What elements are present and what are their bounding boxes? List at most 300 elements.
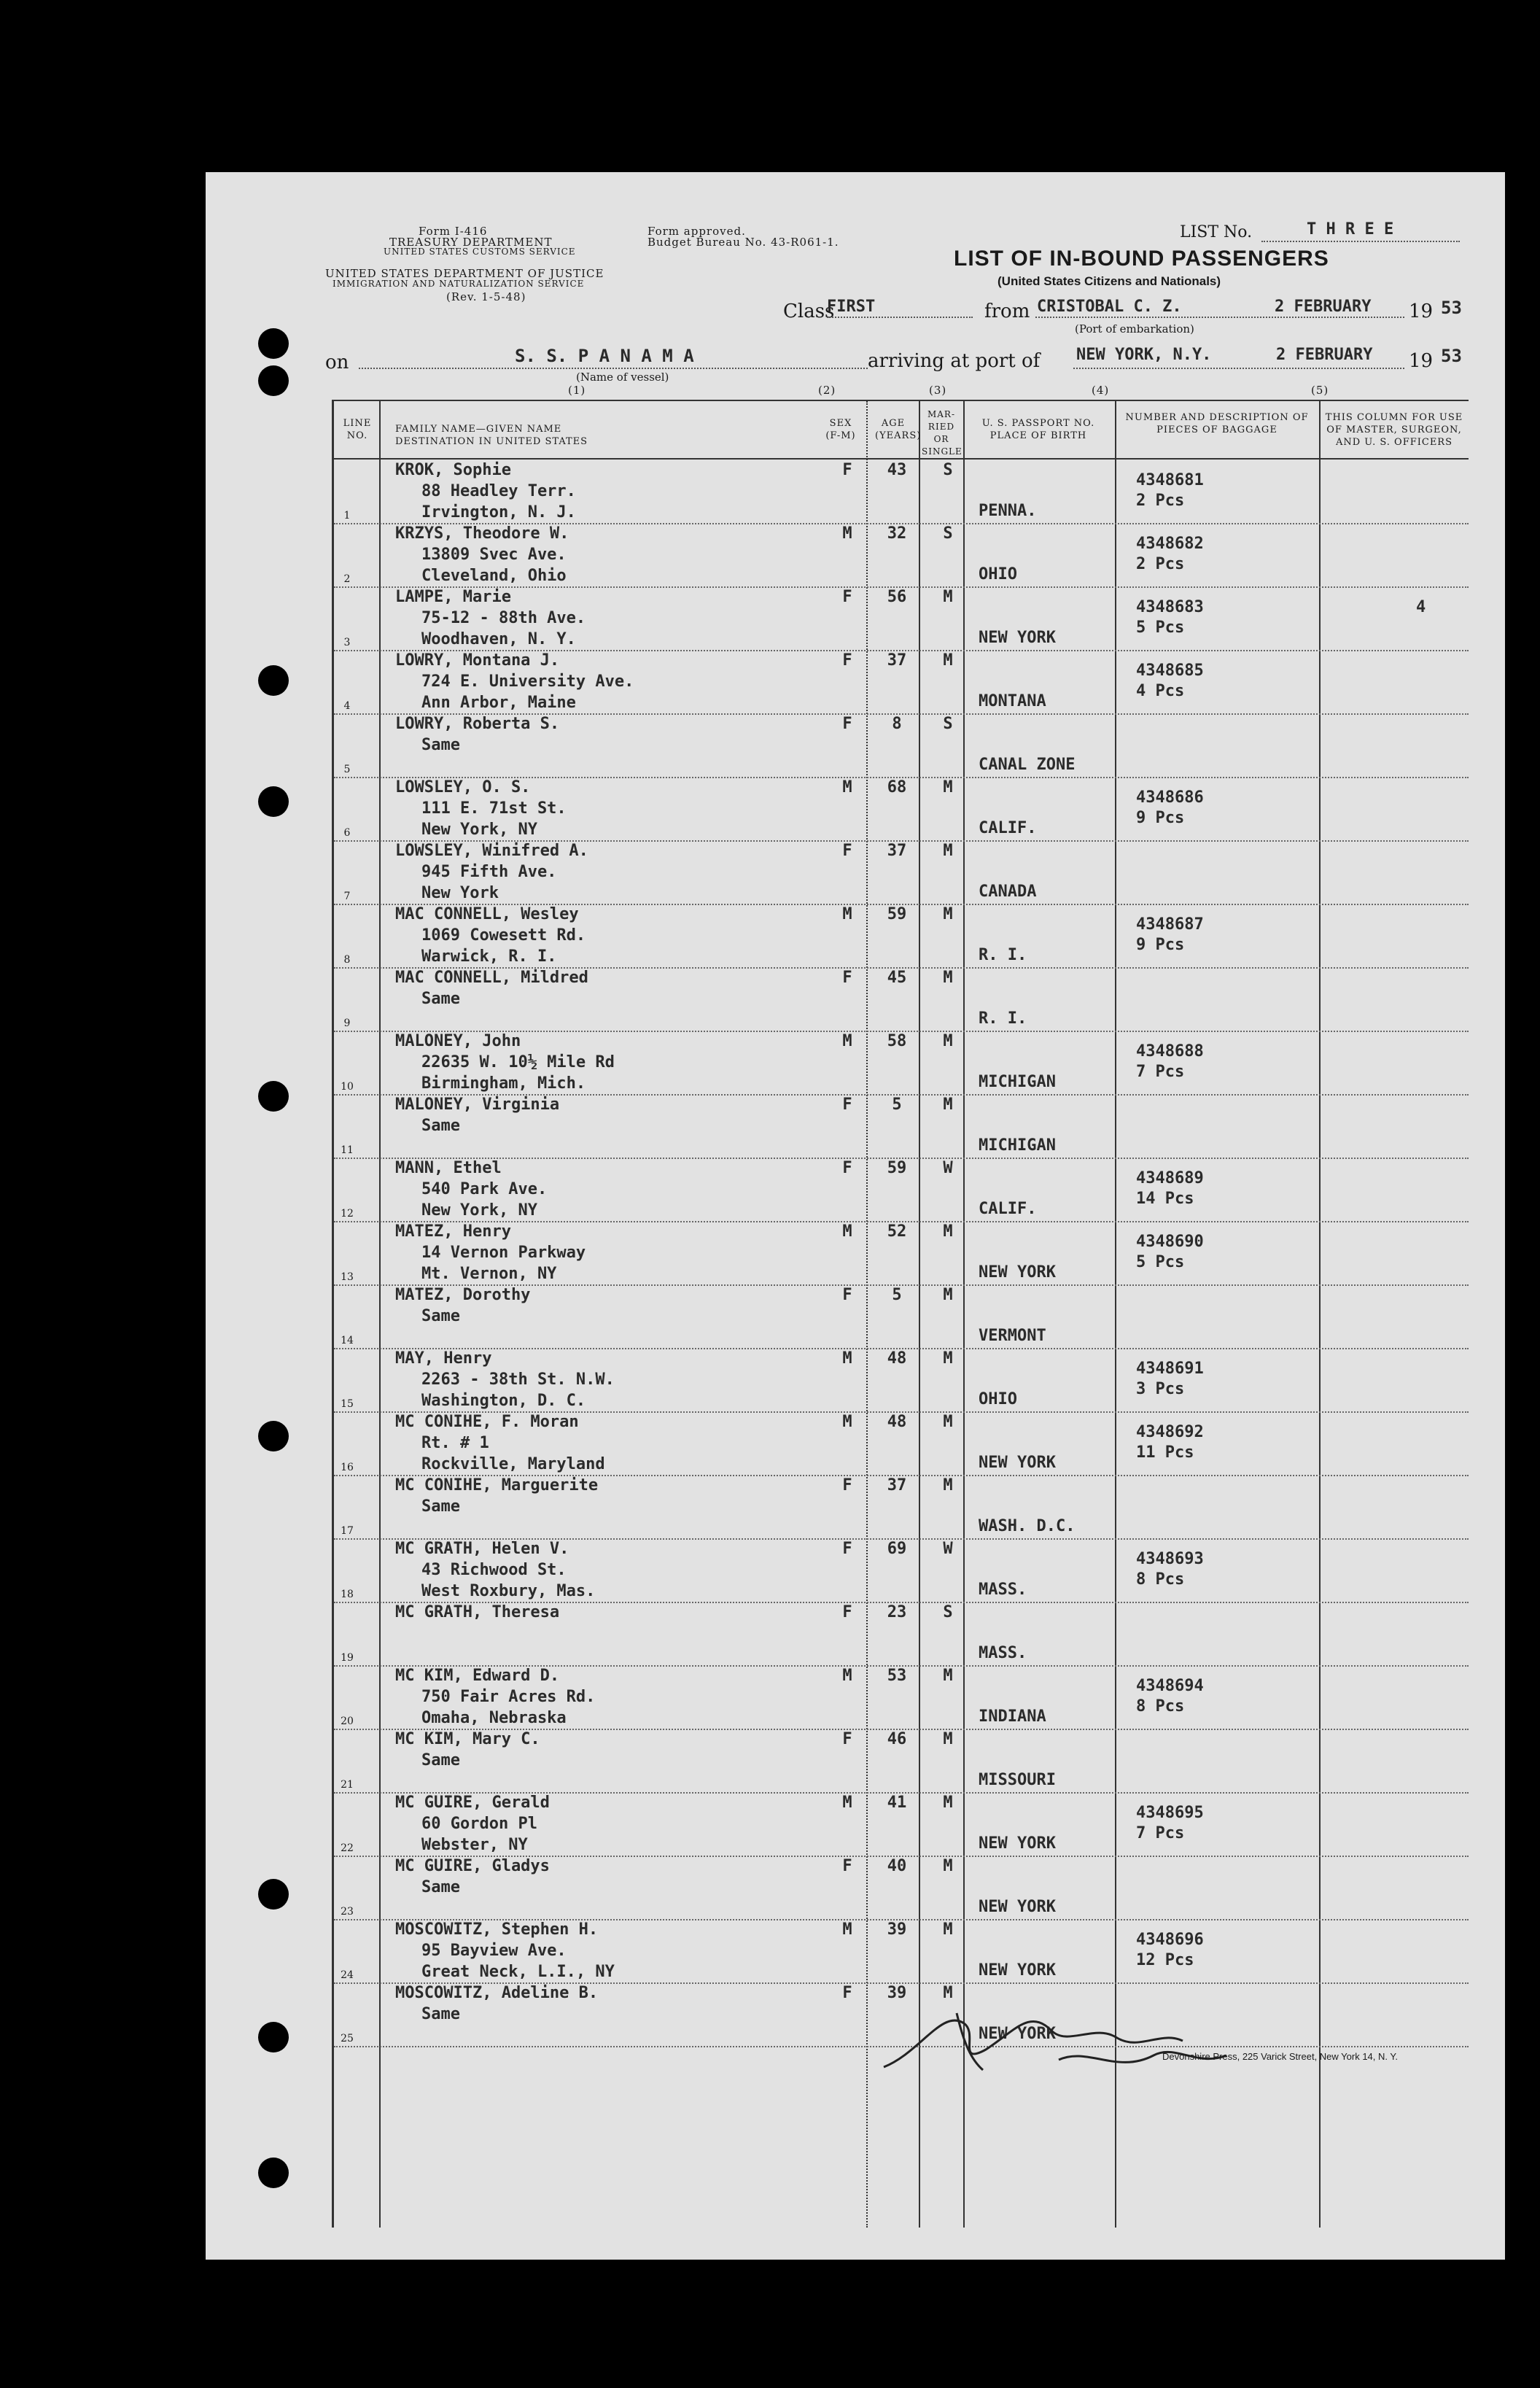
col-num-1: (1) [568,384,586,397]
passenger-name: MAC CONNELL, Mildred [395,969,588,987]
punch-hole [258,1879,289,1910]
passenger-name: KROK, Sophie [395,461,511,479]
address-line-1: 22635 W. 10½ Mile Rd [421,1053,615,1071]
customs-label: UNITED STATES CUSTOMS SERVICE [384,247,576,257]
baggage-number: 4348692 [1136,1423,1204,1441]
line-number: 10 [341,1081,354,1093]
place-of-birth: CANAL ZONE [979,756,1076,774]
sex: F [842,842,852,860]
table-row [334,523,1469,588]
age: 23 [887,1603,907,1621]
sex: M [842,1032,852,1050]
place-of-birth: CALIF. [979,1200,1037,1218]
line-number: 20 [341,1716,354,1727]
class-label: Class [783,301,835,322]
marital-status: M [943,1032,953,1050]
baggage-number: 4348690 [1136,1233,1204,1251]
header-officers: THIS COLUMN FOR USE OF MASTER, SURGEON, AND U. S. OFFICERS [1325,412,1463,448]
passenger-name: MANN, Ethel [395,1159,502,1177]
baggage-number: 4348694 [1136,1677,1204,1695]
age: 58 [887,1032,907,1050]
table-row [334,1094,1469,1159]
address-line-1: 750 Fair Acres Rd. [421,1688,596,1706]
sex: F [842,969,852,987]
passenger-name: LOWSLEY, Winifred A. [395,842,588,860]
age: 8 [892,715,902,733]
address-line-2: West Roxbury, Mas. [421,1582,596,1600]
page-subtitle: (United States Citizens and Nationals) [998,274,1221,288]
sex: F [842,1603,852,1621]
line-number: 5 [343,764,351,775]
baggage-number: 4348695 [1136,1804,1204,1822]
line-number: 21 [341,1779,354,1791]
passenger-name: KRZYS, Theodore W. [395,524,569,543]
place-of-birth: VERMONT [979,1327,1046,1345]
address-line-1: Rt. # 1 [421,1434,489,1452]
list-no-label: LIST No. [1180,223,1253,241]
sex: M [842,1349,852,1368]
table-row [334,586,1469,651]
passenger-name: MALONEY, John [395,1032,521,1050]
baggage-pieces: 12 Pcs [1136,1951,1194,1969]
punch-hole [258,2022,289,2052]
age: 45 [887,969,907,987]
address-line-2: Rockville, Maryland [421,1455,605,1473]
marital-status: M [943,778,953,796]
col-num-3: (3) [929,384,947,397]
age: 59 [887,1159,907,1177]
marital-status: M [943,1476,953,1495]
marital-status: M [943,588,953,606]
table-row [334,967,1469,1032]
line-number: 9 [343,1017,351,1029]
baggage-number: 4348682 [1136,535,1204,553]
age: 69 [887,1540,907,1558]
address-line-2: Irvington, N. J. [421,503,576,522]
age: 48 [887,1349,907,1368]
baggage-pieces: 14 Pcs [1136,1190,1194,1208]
line-number: 8 [343,954,351,966]
address-line-1: 111 E. 71st St. [421,799,567,818]
line-number: 19 [341,1652,354,1664]
baggage-pieces: 4 Pcs [1136,682,1185,700]
budget-label: Budget Bureau No. 43-R061-1. [648,236,839,249]
place-of-birth: MASS. [979,1581,1027,1599]
age: 41 [887,1794,907,1812]
address-line-1: 945 Fifth Ave. [421,863,557,881]
address-line-1: Same [421,990,460,1008]
table-row [334,1158,1469,1222]
baggage-number: 4348688 [1136,1042,1204,1061]
marital-status: M [943,1286,953,1304]
place-of-birth: PENNA. [979,502,1037,520]
address-line-1: 88 Headley Terr. [421,482,576,500]
line-number: 22 [341,1842,354,1854]
col-num-5: (5) [1311,384,1329,397]
place-of-birth: NEW YORK [979,2025,1056,2043]
place-of-birth: NEW YORK [979,1961,1056,1980]
arrival-year: 53 [1441,346,1462,366]
passenger-name: MC GUIRE, Gladys [395,1857,550,1875]
class-value: FIRST [827,298,876,316]
line-number: 2 [343,573,351,585]
table-row [334,777,1469,842]
embark-year-prefix: 19 [1409,301,1434,322]
baggage-number: 4348687 [1136,915,1204,934]
arrival-date: 2 FEBRUARY [1276,346,1373,364]
table-row [334,713,1469,778]
col-num-4: (4) [1092,384,1110,397]
class-line [827,317,973,318]
sex: M [842,1667,852,1685]
address-line-2: Washington, D. C. [421,1392,586,1410]
line-number: 4 [343,700,351,712]
table-row [334,1348,1469,1413]
marital-status: M [943,1730,953,1748]
address-line-2: Omaha, Nebraska [421,1709,567,1727]
sex: F [842,715,852,733]
place-of-birth: NEW YORK [979,1263,1056,1282]
page-title: LIST OF IN-BOUND PASSENGERS [954,247,1329,271]
arrival-line [1073,368,1404,369]
passenger-name: LAMPE, Marie [395,588,511,606]
sex: F [842,1540,852,1558]
address-line-1: 95 Bayview Ave. [421,1942,567,1960]
place-of-birth: NEW YORK [979,1898,1056,1916]
table-row [334,1665,1469,1730]
address-line-1: Same [421,1751,460,1769]
address-line-1: 13809 Svec Ave. [421,546,567,564]
officer-signature [876,1980,1285,2096]
marital-status: S [943,461,953,479]
place-of-birth: CALIF. [979,819,1037,837]
sex: M [842,1222,852,1241]
justice-label: UNITED STATES DEPARTMENT OF JUSTICE [325,267,604,280]
marital-status: S [943,524,953,543]
header-passport: U. S. PASSPORT NO. PLACE OF BIRTH [981,418,1095,441]
age: 32 [887,524,907,543]
address-line-2: Webster, NY [421,1836,528,1854]
marital-status: S [943,1603,953,1621]
sex: F [842,1159,852,1177]
sex: M [842,778,852,796]
sex: F [842,1476,852,1495]
sex: F [842,1984,852,2002]
passenger-name: MC GRATH, Theresa [395,1603,560,1621]
place-of-birth: MONTANA [979,692,1046,710]
baggage-number: 4348686 [1136,788,1204,807]
address-line-2: Woodhaven, N. Y. [421,630,576,648]
passenger-name: MC KIM, Edward D. [395,1667,560,1685]
baggage-pieces: 11 Pcs [1136,1443,1194,1462]
embark-year: 53 [1441,298,1462,318]
place-of-birth: CANADA [979,883,1037,901]
address-line-1: Same [421,736,460,754]
marital-status: M [943,1984,953,2002]
age: 43 [887,461,907,479]
baggage-number: 4348691 [1136,1360,1204,1378]
address-line-1: 75-12 - 88th Ave. [421,609,586,627]
table-row [334,1538,1469,1603]
table-row [334,1729,1469,1794]
baggage-pieces: 7 Pcs [1136,1063,1185,1081]
address-line-2: New York [421,884,499,902]
sex: M [842,905,852,923]
line-number: 3 [343,637,351,648]
table-row [334,1792,1469,1857]
table-row [334,460,1469,524]
address-line-2: Warwick, R. I. [421,947,557,966]
address-line-2: New York, NY [421,1201,537,1220]
place-of-birth: NEW YORK [979,629,1056,647]
table-row [334,840,1469,905]
punch-hole [258,2158,289,2188]
baggage-pieces: 5 Pcs [1136,1253,1185,1271]
address-line-1: 724 E. University Ave. [421,672,634,691]
place-of-birth: OHIO [979,1390,1017,1408]
passenger-name: MC CONIHE, Marguerite [395,1476,599,1495]
marital-status: M [943,1667,953,1685]
marital-status: W [943,1540,953,1558]
line-number: 16 [341,1462,354,1473]
place-of-birth: R. I. [979,946,1027,964]
line-number: 23 [341,1906,354,1918]
arriving-label: arriving at port of [868,350,1041,372]
line-number: 14 [341,1335,354,1346]
table-row [334,1031,1469,1096]
passenger-name: MC GUIRE, Gerald [395,1794,550,1812]
embark-note: (Port of embarkation) [1075,322,1194,336]
age: 37 [887,842,907,860]
address-line-1: 14 Vernon Parkway [421,1244,586,1262]
punch-hole [258,1421,289,1451]
sex: F [842,588,852,606]
age: 40 [887,1857,907,1875]
baggage-pieces: 9 Pcs [1136,936,1185,954]
place-of-birth: WASH. D.C. [979,1517,1076,1535]
passenger-name: MAY, Henry [395,1349,492,1368]
sex: M [842,1920,852,1939]
marital-status: M [943,1857,953,1875]
sex: M [842,1794,852,1812]
table-row [334,1475,1469,1540]
line-number: 13 [341,1271,354,1283]
address-line-1: 60 Gordon Pl [421,1815,537,1833]
baggage-pieces: 8 Pcs [1136,1570,1185,1589]
line-number: 24 [341,1969,354,1981]
age: 68 [887,778,907,796]
place-of-birth: MICHIGAN [979,1136,1056,1155]
address-line-2: New York, NY [421,821,537,839]
embark-date: 2 FEBRUARY [1275,298,1372,316]
table-row [334,650,1469,715]
marital-status: M [943,842,953,860]
header-line-no: LINE NO. [343,418,372,441]
place-of-birth: MICHIGAN [979,1073,1056,1091]
age: 52 [887,1222,907,1241]
marital-status: M [943,1349,953,1368]
marital-status: M [943,1222,953,1241]
marital-status: M [943,905,953,923]
passenger-name: MC CONIHE, F. Moran [395,1413,579,1431]
address-line-1: Same [421,1497,460,1516]
marital-status: S [943,715,953,733]
baggage-pieces: 9 Pcs [1136,809,1185,827]
on-label: on [325,352,349,373]
line-number: 1 [343,510,351,522]
address-line-1: 1069 Cowesett Rd. [421,926,586,945]
sex: F [842,1857,852,1875]
line-number: 12 [341,1208,354,1220]
baggage-number: 4348696 [1136,1931,1204,1949]
col-num-2: (2) [818,384,836,397]
passenger-name: MATEZ, Dorothy [395,1286,531,1304]
sex: M [842,1413,852,1431]
passenger-name: MAC CONNELL, Wesley [395,905,579,923]
revision-label: (Rev. 1-5-48) [446,290,526,303]
passenger-name: MALONEY, Virginia [395,1096,560,1114]
baggage-pieces: 2 Pcs [1136,492,1185,510]
place-of-birth: MISSOURI [979,1771,1056,1789]
arrival-year-prefix: 19 [1409,350,1434,372]
address-line-2: Birmingham, Mich. [421,1074,586,1093]
table-row [334,904,1469,969]
punch-hole [258,365,289,396]
baggage-pieces: 8 Pcs [1136,1697,1185,1716]
table-row [334,1284,1469,1349]
header-age: AGE (YEARS) [875,418,922,441]
punch-hole [258,786,289,817]
list-no-value: T H R E E [1307,220,1394,239]
baggage-number: 4348685 [1136,662,1204,680]
table-row [334,1221,1469,1286]
table-row [334,1856,1469,1920]
vessel-line [359,368,868,369]
from-label: from [984,301,1030,322]
baggage-pieces: 7 Pcs [1136,1824,1185,1842]
marital-status: M [943,1413,953,1431]
arrival-port: NEW YORK, N.Y. [1076,346,1212,364]
embark-line [1035,317,1404,318]
address-line-1: 2263 - 38th St. N.W. [421,1371,615,1389]
table-row [334,1919,1469,1984]
table-row [334,1411,1469,1476]
line-number: 11 [341,1144,354,1156]
passenger-name: MOSCOWITZ, Stephen H. [395,1920,599,1939]
list-no-line [1261,241,1460,242]
passenger-name: MOSCOWITZ, Adeline B. [395,1984,599,2002]
sex: F [842,1286,852,1304]
marital-status: M [943,1920,953,1939]
passenger-name: LOWSLEY, O. S. [395,778,531,796]
header-name: FAMILY NAME—GIVEN NAME DESTINATION IN UNITED STATES [395,424,588,447]
baggage-pieces: 5 Pcs [1136,619,1185,637]
baggage-number: 4348693 [1136,1550,1204,1568]
age: 39 [887,1984,907,2002]
address-line-1: 43 Richwood St. [421,1561,567,1579]
sex: F [842,1096,852,1114]
line-number: 7 [343,891,351,902]
age: 56 [887,588,907,606]
header-sex: SEX (F-M) [825,418,856,441]
place-of-birth: NEW YORK [979,1834,1056,1853]
vessel-note: (Name of vessel) [576,371,669,384]
age: 39 [887,1920,907,1939]
passenger-name: LOWRY, Roberta S. [395,715,560,733]
place-of-birth: MASS. [979,1644,1027,1662]
place-of-birth: INDIANA [979,1707,1046,1726]
passenger-table [332,400,1469,2228]
marital-status: W [943,1159,953,1177]
age: 59 [887,905,907,923]
printer-imprint: Devonshire Press, 225 Varick Street, New York 14, N. Y. [1162,2051,1398,2062]
passenger-name: MC KIM, Mary C. [395,1730,540,1748]
place-of-birth: R. I. [979,1009,1027,1028]
address-line-2: Cleveland, Ohio [421,567,567,585]
age: 48 [887,1413,907,1431]
punch-hole [258,1081,289,1112]
table-row [334,1602,1469,1667]
line-number: 25 [341,2033,354,2044]
age: 5 [892,1096,902,1114]
baggage-number: 4348681 [1136,471,1204,489]
address-line-1: Same [421,1307,460,1325]
age: 5 [892,1286,902,1304]
vessel-name: S. S. P A N A M A [515,346,694,366]
sex: F [842,651,852,670]
treasury-label: TREASURY DEPARTMENT [389,236,553,249]
age: 46 [887,1730,907,1748]
embark-port: CRISTOBAL C. Z. [1037,298,1182,316]
punch-hole [258,328,289,359]
baggage-number: 4348683 [1136,598,1204,616]
age: 53 [887,1667,907,1685]
header-married: MAR-RIED OR SINGLE [922,409,962,457]
baggage-number: 4348689 [1136,1169,1204,1187]
baggage-pieces: 2 Pcs [1136,555,1185,573]
address-line-1: Same [421,1878,460,1896]
punch-hole [258,665,289,696]
marital-status: M [943,969,953,987]
address-line-1: Same [421,2005,460,2023]
header-baggage: NUMBER AND DESCRIPTION OF PIECES OF BAGGAGE [1125,412,1309,435]
passenger-name: MATEZ, Henry [395,1222,511,1241]
approval-label: Form approved. [648,225,746,238]
ins-label: IMMIGRATION AND NATURALIZATION SERVICE [332,279,585,289]
sex: F [842,461,852,479]
place-of-birth: NEW YORK [979,1454,1056,1472]
address-line-2: Ann Arbor, Maine [421,694,576,712]
place-of-birth: OHIO [979,565,1017,584]
address-line-2: Mt. Vernon, NY [421,1265,557,1283]
marital-status: M [943,1096,953,1114]
form-number: Form I-416 [419,225,488,238]
officer-note: 4 [1416,598,1426,616]
line-number: 15 [341,1398,354,1410]
line-number: 6 [343,827,351,839]
address-line-1: 540 Park Ave. [421,1180,548,1198]
address-line-1: Same [421,1117,460,1135]
manifest-page [206,172,1505,2260]
age: 37 [887,651,907,670]
line-number: 18 [341,1589,354,1600]
passenger-name: LOWRY, Montana J. [395,651,560,670]
sex: M [842,524,852,543]
marital-status: M [943,651,953,670]
passenger-name: MC GRATH, Helen V. [395,1540,569,1558]
sex: F [842,1730,852,1748]
baggage-pieces: 3 Pcs [1136,1380,1185,1398]
